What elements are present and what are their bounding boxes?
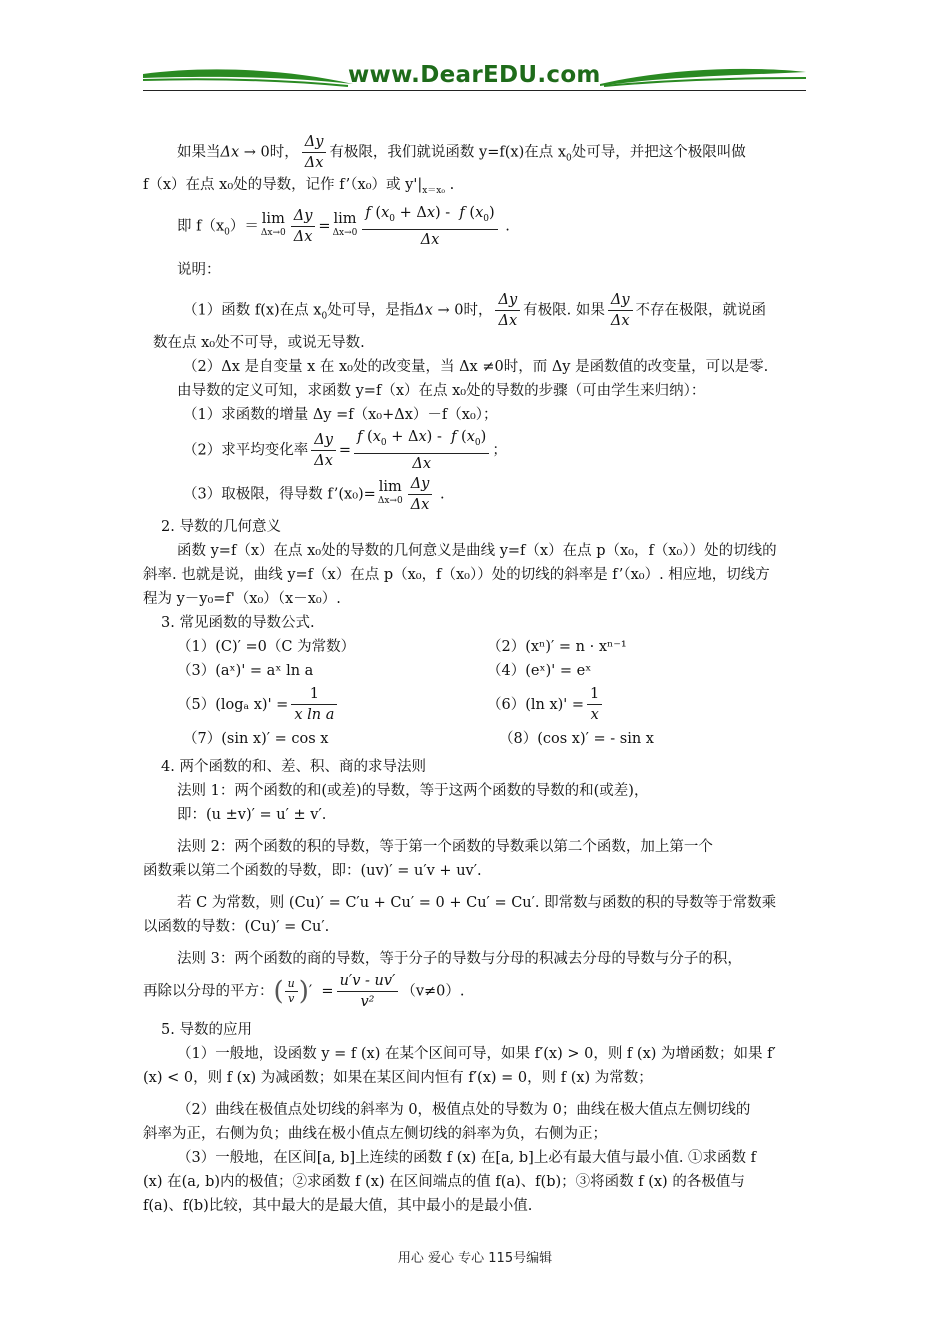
note-1-line-2: 数在点 x₀处不可导，或说无导数. <box>153 334 365 351</box>
rule-3-formula: 再除以分母的平方：( $\frac{u}{v}$ )′ = $\frac{u'v - uv'}{\text{v²}}$ （v≠0）. <box>143 972 465 1010</box>
definition-line-2: f（x）在点 x₀处的导数，记作 f’（x₀）或 $y'|_{x=x_0}$ . <box>143 177 455 196</box>
geometric-meaning-2: 斜率. 也就是说，曲线 y=f（x）在点 p（x₀，f（x₀））处的切线的斜率是 f’（x₀）. 相应地，切线方 <box>143 566 770 583</box>
formula-row-1: （1）(C)′ =0（C 为常数） （2）(xⁿ)′ = n · xⁿ⁻¹ <box>177 638 627 655</box>
geometric-meaning-1: 函数 y=f（x）在点 x₀处的导数的几何意义是曲线 y=f（x）在点 p（x₀，f（x₀））处的切线的 <box>177 542 777 559</box>
note-2: （2）Δx 是自变量 x 在 x₀处的改变量，当 Δx ≠0时，而 Δy 是函数值的改变量，可以是零. <box>183 358 769 375</box>
header-rule <box>143 90 806 91</box>
notes-title: 说明： <box>177 261 221 278</box>
note-1-line-1: （1）函数 f(x)在点 $x_0$处可导，是指Δx → 0时， $\frac{\Delta y}{\Delta x}$ 有极限. 如果 $\frac{\Delta y}{\Delta x}$ 不存在极限，就说函 <box>183 291 767 329</box>
application-1-line-2: (x) < 0，则 f (x) 为减函数；如果在某区间内恒有 f′(x) = 0，则 f (x) 为常数； <box>143 1069 653 1086</box>
application-3-line-1: （3）一般地，在区间[a, b]上连续的函数 f (x) 在[a, b]上必有最大值与最小值. ①求函数 f <box>177 1149 757 1166</box>
left-wing-decoration <box>143 62 353 90</box>
section-2-heading: 2. 导数的几何意义 <box>161 518 281 535</box>
geometric-meaning-3: 程为 y－y₀=f'（x₀）（x－x₀）. <box>143 590 341 607</box>
application-3-line-2: (x) 在(a, b)内的极值；②求函数 f (x) 在区间端点的值 f(a)、f(b)；③将函数 f (x) 的各极值与 <box>143 1173 745 1190</box>
delta-fraction: $\frac{\Delta y}{\Delta x}$ <box>302 132 327 173</box>
formula-row-3: （5）(logₐ x)' = $\frac{1}{\text{x ln a}}$ （6）(ln x)' = $\frac{1}{x}$ <box>143 683 808 727</box>
definition-line-1: 如果当Δx → 0时， $\frac{\Delta y}{\Delta x}$ 有极限，我们就说函数 y=f(x)在点 $x_0$处可导，并把这个极限叫做 <box>177 134 746 171</box>
application-2-line-1: （2）曲线在极值点处切线的斜率为 0，极值点处的导数为 0；曲线在极大值点左侧切线的 <box>177 1101 751 1118</box>
application-1-line-1: （1）一般地，设函数 y = f (x) 在某个区间可导，如果 f′(x) > 0，则 f (x) 为增函数；如果 f′ <box>177 1045 776 1062</box>
page-footer: 用心 爱心 专心 115号编辑 <box>397 1251 553 1266</box>
step-2: （2）求平均变化率 $\frac{\Delta y}{\Delta x}$ = $\frac{f (x_0 + \Delta x) - f (x_0)}{\Delta x}$ ； <box>183 428 507 472</box>
section-3-heading: 3. 常见函数的导数公式. <box>161 614 315 631</box>
section-4-heading: 4. 两个函数的和、差、积、商的求导法则 <box>161 758 426 775</box>
document-body <box>143 128 808 1218</box>
definition-formula: 即 $f(x_0)= \lim$ Δx→0 $\frac{\Delta y}{\Delta x}$ = lim Δx→0 $\frac{f (x_0 + \Delta x) - f (x_0)}{\Delta x}$ . <box>177 204 510 248</box>
formula-row-2: （3）(aˣ)' = aˣ ln a （4）(eˣ)' = eˣ <box>177 662 592 679</box>
rule-1-formula: 即：(u ±v)′ = u′ ± v′. <box>177 806 327 823</box>
rule-2-formula: 函数乘以第二个函数的导数，即：(uv)′ = u′v + uv′. <box>143 862 482 879</box>
rule-2-constant-formula: 以函数的导数：(Cu)′ = Cu′. <box>143 918 330 935</box>
rule-1: 法则 1：两个函数的和(或差)的导数，等于这两个函数的导数的和(或差)， <box>177 782 649 799</box>
rule-2-constant: 若 C 为常数，则 (Cu)′ = C′u + Cu′ = 0 + Cu′ = Cu′. 即常数与函数的积的导数等于常数乘 <box>177 894 777 911</box>
steps-intro: 由导数的定义可知，求函数 y=f（x）在点 x₀处的导数的步骤（可由学生来归纳）： <box>177 382 706 399</box>
formula-row-4: （7）(sin x)′ = cos x （8）(cos x)′ = - sin x <box>183 730 654 747</box>
application-3-line-3: f(a)、f(b)比较，其中最大的是最大值，其中最小的是最小值. <box>143 1197 533 1214</box>
application-2-line-2: 斜率为正，右侧为负；曲线在极小值点左侧切线的斜率为负，右侧为正； <box>143 1125 607 1142</box>
rule-3: 法则 3：两个函数的商的导数，等于分子的导数与分母的积减去分母的导数与分子的积， <box>177 950 742 967</box>
step-1: （1）求函数的增量 Δy =f（x₀+Δx）－f（x₀）； <box>183 406 498 423</box>
section-5-heading: 5. 导数的应用 <box>161 1021 252 1038</box>
rule-2: 法则 2：两个函数的积的导数，等于第一个函数的导数乘以第二个函数，加上第一个 <box>177 838 713 855</box>
site-logo: www.DearEDU.com <box>348 62 601 88</box>
step-3: （3）取极限，得导数 f’(x₀)= lim Δx→0 $\frac{\Delta y}{\Delta x}$ . <box>183 475 445 513</box>
right-wing-decoration <box>600 62 806 90</box>
